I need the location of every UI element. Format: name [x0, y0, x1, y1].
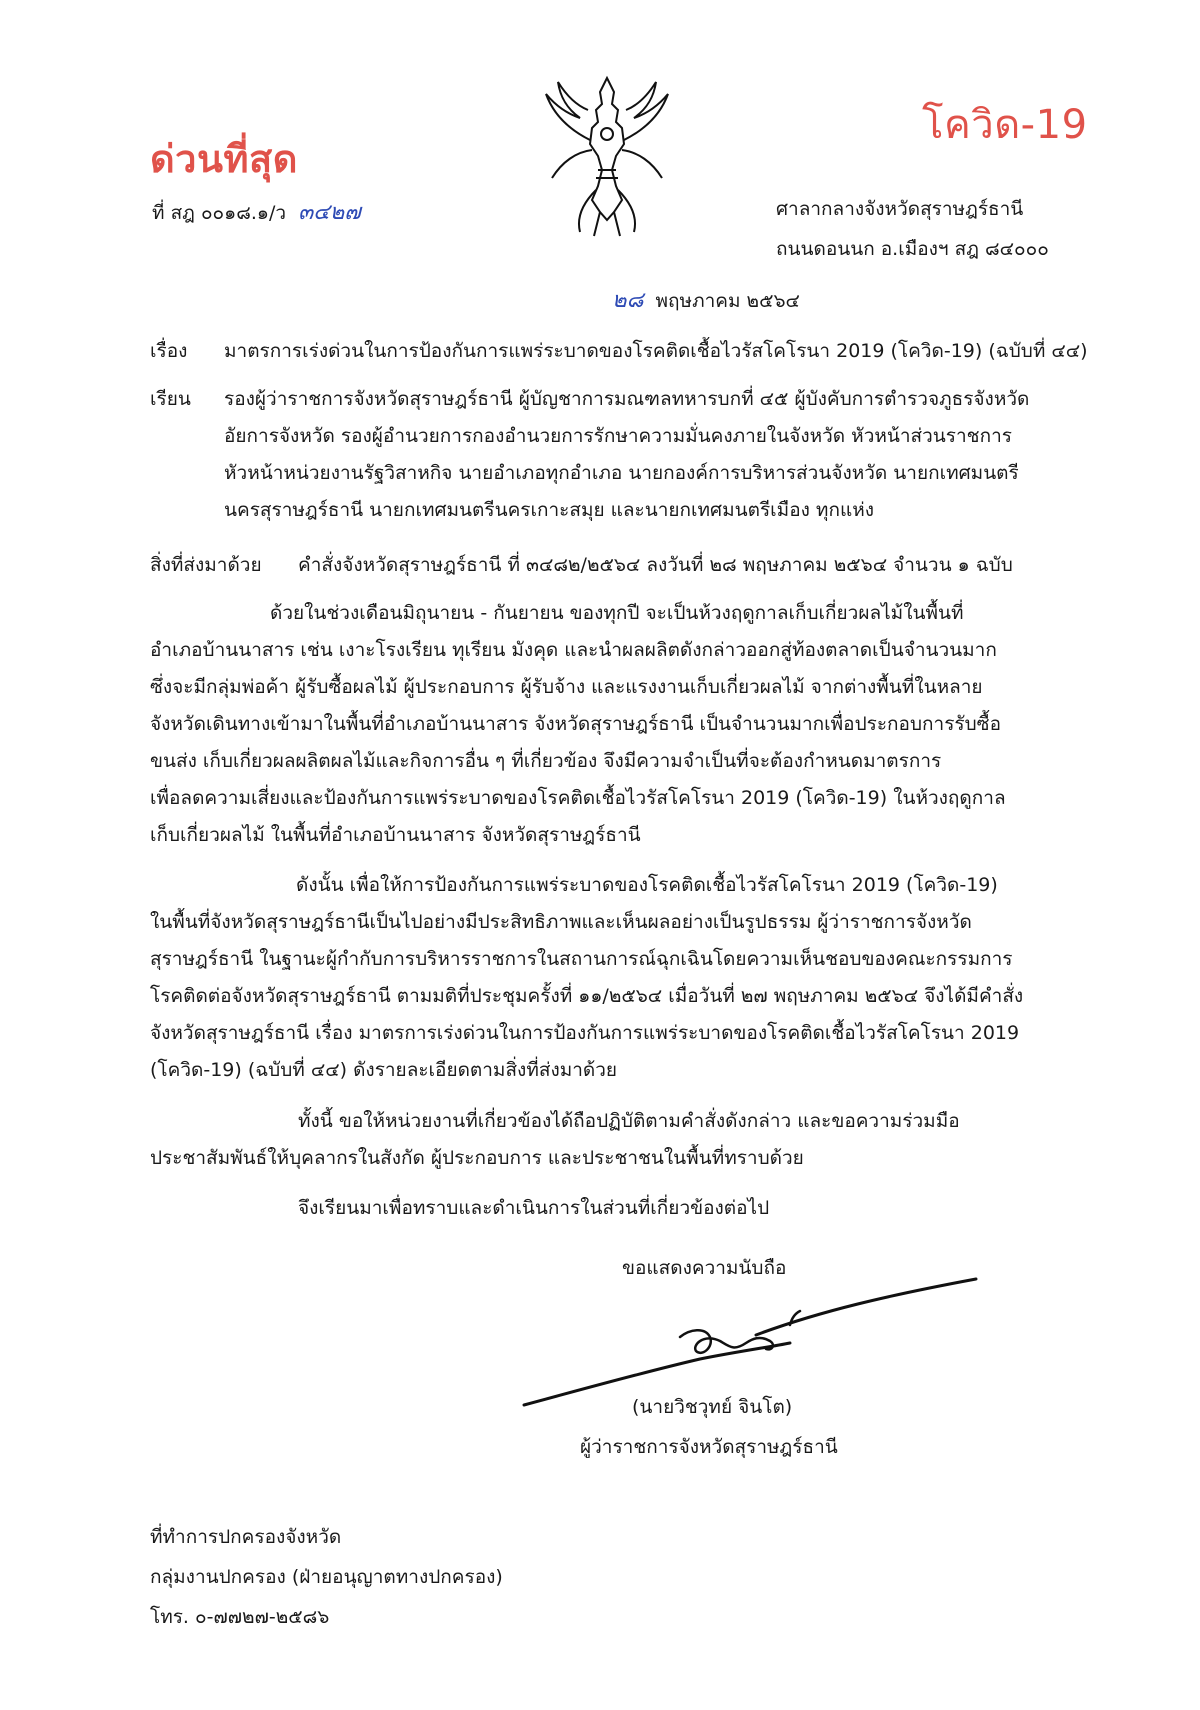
date-day-handwritten: ๒๘: [612, 288, 644, 313]
paragraph-3-line: ประชาสัมพันธ์ให้บุคลากรในสังกัด ผู้ประกอบการ และประชาชนในพื้นที่ทราบด้วย: [150, 1147, 804, 1169]
recipient-line: นครสุราษฎร์ธานี นายกเทศมนตรีนครเกาะสมุย และนายกเทศมนตรีเมือง ทุกแห่ง: [224, 499, 874, 521]
closing-request: จึงเรียนมาเพื่อทราบและดำเนินการในส่วนที่เกี่ยวข้องต่อไป: [298, 1197, 770, 1219]
paragraph-2-line: (โควิด-19) (ฉบับที่ ๔๔) ดังรายละเอียดตามสิ่งที่ส่งมาด้วย: [150, 1059, 618, 1081]
enclosure-text: คำสั่งจังหวัดสุราษฎร์ธานี ที่ ๓๔๘๒/๒๕๖๔ ลงวันที่ ๒๘ พฤษภาคม ๒๕๖๔ จำนวน ๑ ฉบับ: [298, 554, 1013, 576]
footer-division: กลุ่มงานปกครอง (ฝ่ายอนุญาตทางปกครอง): [150, 1566, 503, 1588]
paragraph-1-line: อำเภอบ้านนาสาร เช่น เงาะโรงเรียน ทุเรียน มังคุด และนำผลผลิตดังกล่าวออกสู่ท้องตลาดเป็นจำนวนมาก: [150, 639, 997, 661]
paragraph-2-line: โรคติดต่อจังหวัดสุราษฎร์ธานี ตามมติที่ประชุมครั้งที่ ๑๑/๒๕๖๔ เมื่อวันที่ ๒๗ พฤษภาคม ๒๕๖๔ จึงได้มีคำสั่ง: [150, 985, 1024, 1007]
footer-office: ที่ทำการปกครองจังหวัด: [150, 1526, 342, 1548]
address-line-2: ถนนดอนนก อ.เมืองฯ สฎ ๘๔๐๐๐: [776, 238, 1049, 260]
enclosure-label: สิ่งที่ส่งมาด้วย: [150, 554, 262, 576]
paragraph-1-line: เพื่อลดความเสี่ยงและป้องกันการแพร่ระบาดของโรคติดเชื้อไวรัสโคโรนา 2019 (โควิด-19) ในห้วงฤดูกาล: [150, 787, 1006, 809]
address-line-1: ศาลากลางจังหวัดสุราษฎร์ธานี: [776, 198, 1024, 220]
paragraph-2-line: ในพื้นที่จังหวัดสุราษฎร์ธานีเป็นไปอย่างมีประสิทธิภาพและเห็นผลอย่างเป็นรูปธรรม ผู้ว่าราชการจังหวัด: [150, 911, 972, 933]
paragraph-1-line: ด้วยในช่วงเดือนมิถุนายน - กันยายน ของทุกปี จะเป็นห้วงฤดูกาลเก็บเกี่ยวผลไม้ในพื้นที่: [270, 602, 964, 624]
subject-label: เรื่อง: [150, 340, 188, 362]
paragraph-1-line: เก็บเกี่ยวผลไม้ ในพื้นที่อำเภอบ้านนาสาร จังหวัดสุราษฎร์ธานี: [150, 824, 641, 846]
garuda-emblem-icon: [540, 70, 675, 245]
paragraph-1-line: ซึ่งจะมีกลุ่มพ่อค้า ผู้รับซื้อผลไม้ ผู้ประกอบการ ผู้รับจ้าง และแรงงานเก็บเกี่ยวผลไม้ จากต่างพื้นที่ในหลาย: [150, 676, 983, 698]
paragraph-1-line: ขนส่ง เก็บเกี่ยวผลผลิตผลไม้และกิจการอื่น ๆ ที่เกี่ยวข้อง จึงมีความจำเป็นที่จะต้องกำหนดมาตรการ: [150, 750, 942, 772]
subject-text: มาตรการเร่งด่วนในการป้องกันการแพร่ระบาดของโรคติดเชื้อไวรัสโคโรนา 2019 (โควิด-19) (ฉบับที่ ๔๔): [224, 340, 1088, 362]
complimentary-close: ขอแสดงความนับถือ: [622, 1257, 787, 1279]
covid-badge: โควิด-19: [922, 102, 1088, 148]
recipient-line: รองผู้ว่าราชการจังหวัดสุราษฎร์ธานี ผู้บัญชาการมณฑลทหารบกที่ ๔๕ ผู้บังคับการตำรวจภูธรจังหวัด: [224, 388, 1030, 410]
recipient-line: หัวหน้าหน่วยงานรัฐวิสาหกิจ นายอำเภอทุกอำเภอ นายกองค์การบริหารส่วนจังหวัด นายกเทศมนตรี: [224, 462, 1019, 484]
document-date: [612, 282, 800, 317]
paragraph-3-line: ทั้งนี้ ขอให้หน่วยงานที่เกี่ยวข้องได้ถือปฏิบัติตามคำสั่งดังกล่าว และขอความร่วมมือ: [298, 1110, 960, 1132]
document-number-handwritten: ๓๔๒๗: [298, 200, 361, 225]
recipient-line: อัยการจังหวัด รองผู้อำนวยการกองอำนวยการรักษาความมั่นคงภายในจังหวัด หัวหน้าส่วนราชการ: [224, 425, 1012, 447]
date-month-year: พฤษภาคม ๒๕๖๔: [655, 290, 800, 312]
document-number: [152, 194, 361, 229]
urgency-label: ด่วนที่สุด: [150, 137, 298, 181]
handwritten-signature-icon: [520, 1255, 980, 1415]
signatory-name: (นายวิชวุทย์ จินโต): [632, 1396, 793, 1418]
signatory-position: ผู้ว่าราชการจังหวัดสุราษฎร์ธานี: [580, 1436, 838, 1458]
paragraph-2-line: จังหวัดสุราษฎร์ธานี เรื่อง มาตรการเร่งด่วนในการป้องกันการแพร่ระบาดของโรคติดเชื้อไวรัสโคโรนา 2019: [150, 1022, 1020, 1044]
paragraph-2-line: ดังนั้น เพื่อให้การป้องกันการแพร่ระบาดของโรคติดเชื้อไวรัสโคโรนา 2019 (โควิด-19): [296, 874, 998, 896]
paragraph-1-line: จังหวัดเดินทางเข้ามาในพื้นที่อำเภอบ้านนาสาร จังหวัดสุราษฎร์ธานี เป็นจำนวนมากเพื่อประกอบการรับซื้อ: [150, 713, 1001, 735]
recipient-label: เรียน: [150, 388, 191, 410]
footer-phone: โทร. ๐-๗๗๒๗-๒๕๘๖: [150, 1606, 330, 1628]
document-number-prefix: ที่ สฎ ๐๐๑๘.๑/ว: [152, 202, 287, 224]
paragraph-2-line: สุราษฎร์ธานี ในฐานะผู้กำกับการบริหารราชการในสถานการณ์ฉุกเฉินโดยความเห็นชอบของคณะกรรมการ: [150, 948, 1013, 970]
